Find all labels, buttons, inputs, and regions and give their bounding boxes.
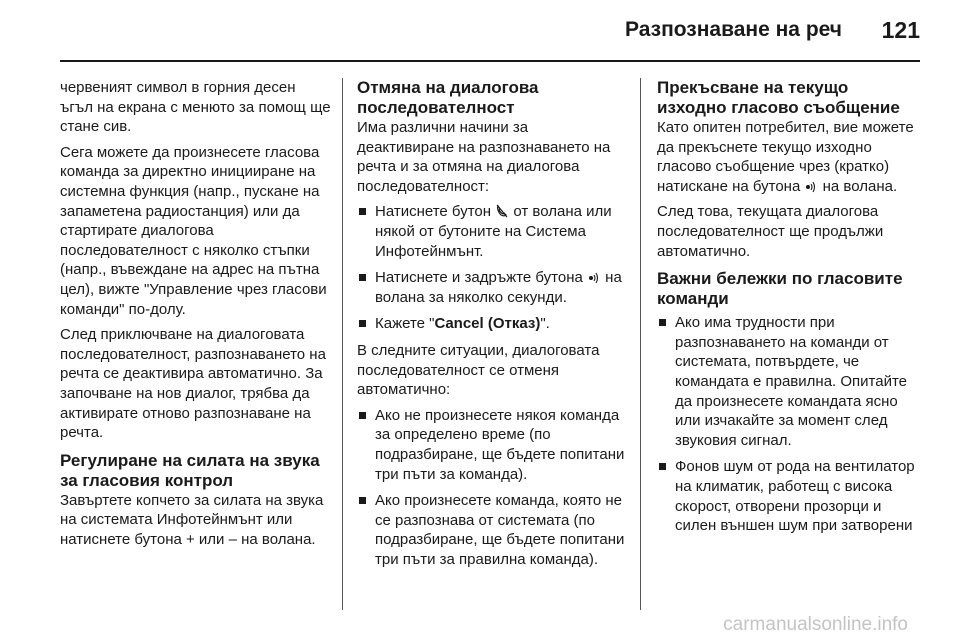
page-header	[0, 0, 960, 58]
list-item: Ако има трудности при разпознаването на команди от системата, потвърдете, че командата е правилна. Опитайте да произнесете командата ясно или изчакайте за момент след звуковия сигнал.	[657, 313, 922, 450]
paragraph: След това, текущата диалогова последователност ще продължи автоматично.	[657, 203, 884, 260]
page-number: 121	[881, 17, 920, 43]
bullet-square	[359, 412, 366, 419]
column-divider-1	[342, 78, 343, 610]
paragraph: червеният символ в горния десен ъгъл на екрана с менюто за помощ ще стане сив.	[60, 79, 331, 136]
bullet-square	[359, 320, 366, 327]
voice-control-icon	[804, 179, 818, 193]
bullet-square	[359, 274, 366, 281]
bullet-list	[357, 406, 629, 570]
column-2	[357, 78, 629, 576]
column-1	[60, 78, 332, 555]
list-item: Ако произнесете команда, която не се разпознава от системата (по подразбиране, ще бъдете попитани три пъти за правилна команда).	[357, 491, 629, 569]
bullet-square	[359, 497, 366, 504]
bullet-square	[659, 319, 666, 326]
column-3	[657, 78, 922, 543]
list-item: Натиснете и задръжте бутона на волана за няколко секунди.	[357, 268, 629, 307]
column-divider-2	[640, 78, 641, 610]
list-item: Ако не произнесете някоя команда за определено време (по подразбиране, ще бъдете попитани три пъти за команда).	[357, 406, 629, 484]
paragraph: Завъртете копчето за силата на звука на системата Инфотейнмънт или натиснете бутона + или – на волана.	[60, 491, 324, 548]
header-divider	[60, 60, 920, 62]
section-heading: Отмяна на диалогова последователност	[357, 78, 539, 117]
bullet-square	[659, 463, 666, 470]
section-heading: Прекъсване на текущо изходно гласово съобщение	[657, 78, 900, 117]
paragraph: Има различни начини за деактивиране на разпознаването на речта и за отмяна на диалогова последователност:	[357, 119, 611, 195]
section-heading: Важни бележки по гласовите команди	[657, 269, 903, 309]
paragraph: След приключване на диалоговата последователност, разпознаването на речта се деактивира автоматично. За започване на нов диалог, трябва да активирате отново разпознаване на речта.	[60, 326, 326, 442]
watermark: carmanualsonline.info	[723, 614, 908, 635]
paragraph: Сега можете да произнесете гласова команда за директно иницииране на системна функция (напр., пускане на запаметена радиостанция) или да стартирате диалогова последователност с няколко стъпки (напр., въвеждане на адрес на пътна цел), вижте "Управление чрез гласови команди" по-долу.	[60, 143, 327, 318]
bullet-list	[357, 202, 629, 334]
list-item: Кажете "Cancel (Отказ)".	[357, 314, 629, 334]
list-item: Фонов шум от рода на вентилатор на климатик, работещ с висока скорост, отворени прозорци и силен външен шум при затворени	[657, 457, 922, 535]
paragraph: Като опитен потребител, вие можете да прекъснете текущо изходно гласово съобщение чрез (кратко) натискане на бутона на волана.	[657, 119, 914, 195]
mute-phone-icon	[495, 204, 509, 218]
paragraph: В следните ситуации, диалоговата последователност се отменя автоматично:	[357, 341, 600, 399]
section-heading: Регулиране на силата на звука за гласовия контрол	[60, 450, 320, 490]
page-title: Разпознаване на реч	[624, 18, 842, 41]
bullet-square	[359, 208, 366, 215]
bullet-list	[657, 313, 922, 536]
list-item: Натиснете бутон от волана или някой от бутоните на Система Инфотейнмънт.	[357, 202, 629, 261]
voice-control-icon	[587, 270, 601, 284]
